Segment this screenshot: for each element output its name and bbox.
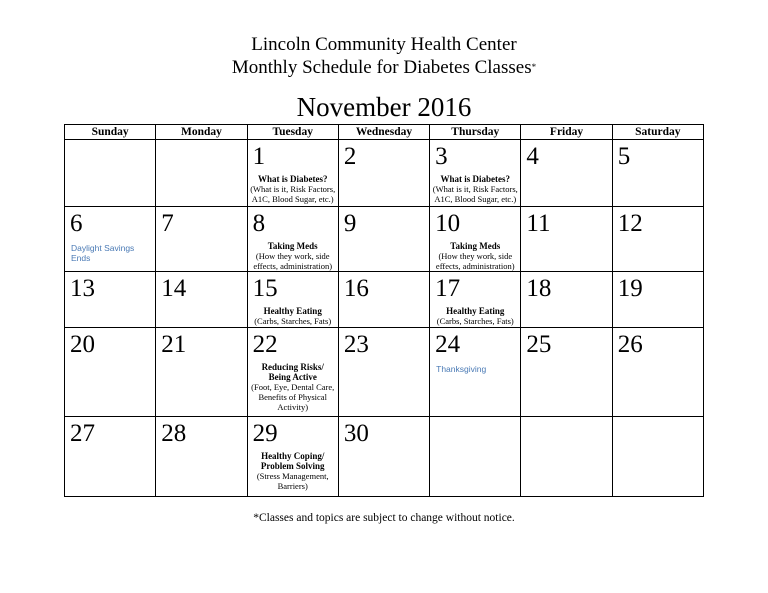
- weekday-header: Thursday: [430, 125, 521, 140]
- class-entry: [248, 174, 338, 204]
- day-cell: [430, 327, 521, 417]
- weekday-header: Friday: [521, 125, 612, 140]
- day-number: 16: [343, 275, 369, 303]
- day-number: 4: [526, 143, 539, 170]
- day-cell: [156, 272, 247, 327]
- day-cell: [521, 140, 612, 207]
- class-description: (What is it, Risk Factors, A1C, Blood Sugar, etc.): [432, 184, 518, 204]
- day-number: 24: [435, 330, 461, 358]
- day-cell: [65, 140, 156, 207]
- day-number: 2: [343, 143, 357, 170]
- day-cell: [612, 206, 703, 272]
- day-number: 20: [70, 330, 95, 358]
- day-cell: [338, 417, 429, 497]
- weekday-header: Sunday: [65, 125, 156, 140]
- class-title: Taking Meds: [267, 240, 318, 251]
- class-entry: [248, 306, 338, 326]
- day-cell: [430, 272, 521, 327]
- class-title: Healthy Eating: [263, 306, 322, 317]
- subtitle-asterisk: *: [531, 62, 537, 72]
- day-number: 19: [617, 275, 643, 303]
- weekday-header-row: [65, 125, 704, 140]
- weekday-header: Wednesday: [338, 125, 429, 140]
- day-number: 8: [252, 209, 266, 237]
- class-title: What is Diabetes?: [440, 174, 511, 184]
- day-number: 23: [343, 330, 369, 358]
- day-cell: [65, 327, 156, 417]
- calendar-grid: [64, 124, 704, 497]
- day-number: 13: [70, 275, 95, 303]
- day-cell: [430, 140, 521, 207]
- day-cell: [247, 327, 338, 417]
- day-cell: [430, 417, 521, 497]
- day-cell: [247, 140, 338, 207]
- class-title: Healthy Coping/ Problem Solving: [260, 451, 325, 472]
- day-number: 10: [435, 209, 461, 237]
- subtitle-text: Monthly Schedule for Diabetes Classes: [231, 57, 532, 78]
- class-title: What is Diabetes?: [257, 174, 328, 184]
- day-cell: [521, 272, 612, 327]
- day-number: 28: [161, 420, 187, 448]
- class-description: (Stress Management, Barriers): [256, 471, 329, 492]
- day-number: 27: [70, 420, 95, 448]
- day-cell: [338, 140, 429, 207]
- holiday-note: Daylight Savings Ends: [71, 242, 135, 263]
- day-number: 11: [526, 209, 551, 237]
- week-row: [65, 272, 704, 327]
- day-cell: [430, 206, 521, 272]
- weekday-header: Monday: [156, 125, 247, 140]
- day-number: 30: [343, 420, 369, 448]
- day-number: 15: [252, 275, 278, 303]
- day-number: 25: [526, 330, 552, 358]
- day-cell: [521, 327, 612, 417]
- day-number: 17: [435, 275, 461, 303]
- weekday-header: Tuesday: [247, 125, 338, 140]
- class-title: Taking Meds: [450, 240, 501, 251]
- day-number: 26: [617, 330, 643, 358]
- day-number: 6: [70, 209, 83, 237]
- week-row: [65, 417, 704, 497]
- class-entry: [430, 174, 520, 204]
- day-cell: [612, 417, 703, 497]
- day-number: 22: [252, 330, 278, 358]
- day-cell: [247, 272, 338, 327]
- day-number: 14: [161, 275, 187, 303]
- day-number: 7: [161, 209, 174, 237]
- day-number: 21: [161, 330, 187, 358]
- class-entry: [430, 241, 520, 271]
- day-number: 29: [252, 420, 278, 448]
- class-entry: [248, 241, 338, 271]
- class-description: (Carbs, Starches, Fats): [436, 316, 514, 327]
- day-cell: [338, 327, 429, 417]
- day-cell: [612, 327, 703, 417]
- class-entry: [248, 362, 338, 412]
- class-title: Reducing Risks/ Being Active: [261, 361, 324, 382]
- class-description: (What is it, Risk Factors, A1C, Blood Sugar, etc.): [250, 184, 336, 204]
- class-entry: [248, 451, 338, 491]
- class-description: (How they work, side effects, administration): [435, 250, 515, 271]
- day-number: 3: [435, 143, 448, 170]
- week-row: [65, 206, 704, 272]
- class-description: (Foot, Eye, Dental Care, Benefits of Physical Activity): [251, 381, 335, 412]
- day-cell: [338, 206, 429, 272]
- day-cell: [247, 206, 338, 272]
- week-row: [65, 140, 704, 207]
- day-cell: [338, 272, 429, 327]
- class-entry: [430, 306, 520, 326]
- day-number: 12: [617, 209, 643, 237]
- class-title: Healthy Eating: [446, 306, 505, 317]
- day-cell: [65, 417, 156, 497]
- month-title: November 2016: [296, 92, 472, 122]
- day-cell: [156, 327, 247, 417]
- organization-name: Lincoln Community Health Center: [251, 34, 517, 55]
- day-cell: [247, 417, 338, 497]
- day-cell: [65, 272, 156, 327]
- day-cell: [612, 140, 703, 207]
- footnote: *Classes and topics are subject to change without notice.: [253, 512, 515, 524]
- day-cell: [156, 140, 247, 207]
- day-number: 5: [617, 143, 631, 170]
- day-cell: [521, 417, 612, 497]
- schedule-subtitle: [0, 56, 768, 79]
- page-header: [0, 34, 768, 79]
- day-cell: [521, 206, 612, 272]
- class-description: (Carbs, Starches, Fats): [254, 316, 332, 327]
- day-number: 18: [526, 275, 552, 303]
- week-row: [65, 327, 704, 417]
- class-description: (How they work, side effects, administration): [253, 250, 333, 271]
- weekday-header: Saturday: [612, 125, 703, 140]
- day-cell: [65, 206, 156, 272]
- day-cell: [156, 206, 247, 272]
- day-number: 9: [343, 209, 357, 237]
- day-number: 1: [252, 143, 266, 170]
- day-cell: [156, 417, 247, 497]
- day-cell: [612, 272, 703, 327]
- holiday-note: Thanksgiving: [436, 363, 487, 374]
